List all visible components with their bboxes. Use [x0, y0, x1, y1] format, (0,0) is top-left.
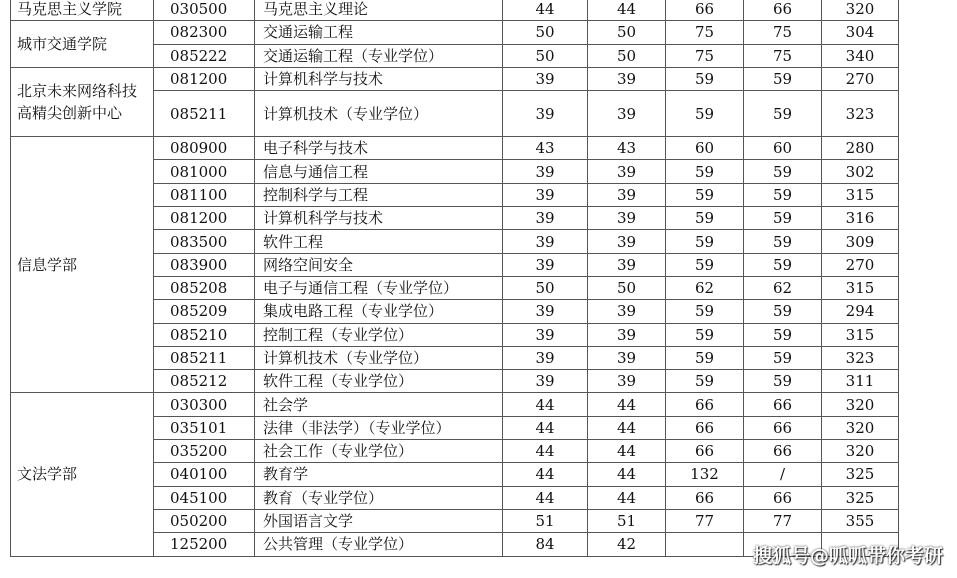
score-cell: 59	[666, 230, 744, 253]
total-score-cell: 270	[822, 67, 899, 90]
score-cell: 44	[588, 0, 666, 21]
score-cell: 39	[588, 207, 666, 230]
program-code-cell: 080900	[154, 137, 255, 160]
total-score-cell: 323	[822, 91, 899, 137]
total-score-cell: 280	[822, 137, 899, 160]
score-cell: 59	[744, 183, 822, 206]
score-cell: 44	[588, 440, 666, 463]
score-cell: 66	[744, 440, 822, 463]
score-cell: 39	[588, 230, 666, 253]
total-score-cell: 325	[822, 486, 899, 509]
total-score-cell: 325	[822, 463, 899, 486]
total-score-cell: 315	[822, 323, 899, 346]
score-cell: 59	[744, 253, 822, 276]
program-name-cell: 法律（非法学）（专业学位）	[255, 416, 503, 439]
watermark: 搜狐号@呱呱带你考研	[752, 545, 943, 567]
score-cell: 50	[588, 276, 666, 299]
college-cell: 城市交通学院	[11, 21, 154, 68]
program-name-cell: 外国语言文学	[255, 509, 503, 532]
college-cell: 文法学部	[11, 393, 154, 556]
score-cell: 39	[503, 323, 588, 346]
score-cell: 59	[744, 207, 822, 230]
program-name-cell: 交通运输工程	[255, 21, 503, 44]
score-cell: 50	[588, 44, 666, 67]
score-cell: 77	[744, 509, 822, 532]
program-code-cell: 045100	[154, 486, 255, 509]
score-cell: 59	[666, 207, 744, 230]
program-name-cell: 计算机科学与技术	[255, 207, 503, 230]
score-cell: 59	[666, 346, 744, 369]
program-code-cell: 030500	[154, 0, 255, 21]
program-name-cell: 计算机技术（专业学位）	[255, 346, 503, 369]
score-cell: 59	[744, 67, 822, 90]
program-code-cell: 081200	[154, 207, 255, 230]
score-cell: /	[744, 463, 822, 486]
college-cell: 马克思主义学院	[11, 0, 154, 21]
program-name-cell: 交通运输工程（专业学位）	[255, 44, 503, 67]
total-score-cell: 355	[822, 509, 899, 532]
program-name-cell: 网络空间安全	[255, 253, 503, 276]
score-cell: 66	[666, 486, 744, 509]
program-code-cell: 083900	[154, 253, 255, 276]
score-cell: 39	[503, 160, 588, 183]
total-score-cell: 316	[822, 207, 899, 230]
college-cell: 北京未来网络科技高精尖创新中心	[11, 67, 154, 136]
total-score-cell: 340	[822, 44, 899, 67]
total-score-cell: 315	[822, 276, 899, 299]
program-code-cell: 085209	[154, 300, 255, 323]
score-cell: 44	[503, 393, 588, 416]
score-cell: 59	[666, 67, 744, 90]
program-code-cell: 085211	[154, 91, 255, 137]
total-score-cell: 320	[822, 393, 899, 416]
program-name-cell: 控制科学与工程	[255, 183, 503, 206]
program-name-cell: 计算机科学与技术	[255, 67, 503, 90]
program-code-cell: 083500	[154, 230, 255, 253]
program-name-cell: 教育学	[255, 463, 503, 486]
score-cell: 50	[503, 276, 588, 299]
score-cell: 39	[503, 370, 588, 393]
program-code-cell: 082300	[154, 21, 255, 44]
score-cell: 62	[744, 276, 822, 299]
score-cell: 59	[744, 160, 822, 183]
score-cell: 66	[744, 393, 822, 416]
score-table-body	[11, 0, 899, 556]
score-cell: 75	[744, 21, 822, 44]
score-cell: 66	[744, 416, 822, 439]
table-row	[11, 21, 899, 44]
program-name-cell: 软件工程（专业学位）	[255, 370, 503, 393]
score-cell: 39	[588, 370, 666, 393]
program-name-cell: 控制工程（专业学位）	[255, 323, 503, 346]
score-cell: 62	[666, 276, 744, 299]
total-score-cell: 294	[822, 300, 899, 323]
score-cell: 50	[503, 21, 588, 44]
program-name-cell: 电子科学与技术	[255, 137, 503, 160]
score-cell: 59	[744, 91, 822, 137]
score-cell: 84	[503, 533, 588, 556]
program-code-cell: 085210	[154, 323, 255, 346]
score-cell: 39	[503, 67, 588, 90]
program-code-cell: 030300	[154, 393, 255, 416]
program-name-cell: 马克思主义理论	[255, 0, 503, 21]
total-score-cell: 309	[822, 230, 899, 253]
score-cell: 44	[503, 0, 588, 21]
score-cell: 44	[503, 463, 588, 486]
program-code-cell: 085212	[154, 370, 255, 393]
score-cell: 75	[666, 44, 744, 67]
score-cell: 75	[744, 44, 822, 67]
program-code-cell: 035101	[154, 416, 255, 439]
total-score-cell: 320	[822, 416, 899, 439]
program-name-cell: 社会工作（专业学位）	[255, 440, 503, 463]
score-cell: 39	[588, 253, 666, 276]
total-score-cell: 311	[822, 370, 899, 393]
score-cell: 39	[503, 91, 588, 137]
score-cell: 59	[744, 300, 822, 323]
score-cell: 77	[666, 509, 744, 532]
score-cell: 59	[744, 370, 822, 393]
score-cell: 59	[666, 183, 744, 206]
score-cell: 39	[503, 183, 588, 206]
program-code-cell: 035200	[154, 440, 255, 463]
total-score-cell: 320	[822, 0, 899, 21]
score-cell: 66	[666, 0, 744, 21]
score-cell: 60	[744, 137, 822, 160]
score-cell: 59	[666, 323, 744, 346]
score-cell: 43	[503, 137, 588, 160]
program-name-cell: 电子与通信工程（专业学位）	[255, 276, 503, 299]
total-score-cell: 270	[822, 253, 899, 276]
program-name-cell: 教育（专业学位）	[255, 486, 503, 509]
score-cell: 59	[666, 160, 744, 183]
score-cell: 39	[503, 346, 588, 369]
score-cell: 39	[503, 253, 588, 276]
score-cell: 59	[744, 230, 822, 253]
table-row	[11, 137, 899, 160]
score-cell: 44	[503, 416, 588, 439]
score-cell: 39	[588, 183, 666, 206]
score-cell: 39	[588, 160, 666, 183]
score-cell: 50	[503, 44, 588, 67]
table-row	[11, 0, 899, 21]
score-cell: 66	[666, 440, 744, 463]
table-row	[11, 393, 899, 416]
score-cell: 59	[666, 370, 744, 393]
score-cell: 44	[503, 486, 588, 509]
program-code-cell: 085222	[154, 44, 255, 67]
score-cell: 132	[666, 463, 744, 486]
program-code-cell: 085208	[154, 276, 255, 299]
table-row	[11, 67, 899, 90]
score-cell: 44	[503, 440, 588, 463]
total-score-cell: 323	[822, 346, 899, 369]
total-score-cell: 302	[822, 160, 899, 183]
score-cell: 59	[744, 323, 822, 346]
score-table	[10, 0, 899, 557]
score-cell: 44	[588, 393, 666, 416]
score-cell: 51	[588, 509, 666, 532]
program-name-cell: 公共管理（专业学位）	[255, 533, 503, 556]
program-name-cell: 计算机技术（专业学位）	[255, 91, 503, 137]
score-cell: 39	[588, 323, 666, 346]
score-cell: 59	[666, 91, 744, 137]
score-cell: 66	[744, 0, 822, 21]
score-cell: 60	[666, 137, 744, 160]
program-code-cell: 125200	[154, 533, 255, 556]
score-cell: 43	[588, 137, 666, 160]
score-cell: 59	[666, 300, 744, 323]
score-cell: 66	[744, 486, 822, 509]
score-cell: 66	[666, 393, 744, 416]
total-score-cell: 320	[822, 440, 899, 463]
score-cell: 42	[588, 533, 666, 556]
score-cell: 44	[588, 486, 666, 509]
score-cell: 39	[588, 346, 666, 369]
program-name-cell: 社会学	[255, 393, 503, 416]
program-code-cell: 081100	[154, 183, 255, 206]
score-cell	[666, 533, 744, 556]
program-code-cell: 085211	[154, 346, 255, 369]
score-cell: 39	[588, 300, 666, 323]
score-cell: 39	[503, 230, 588, 253]
total-score-cell: 315	[822, 183, 899, 206]
score-cell: 39	[503, 300, 588, 323]
program-code-cell: 081200	[154, 67, 255, 90]
score-cell: 39	[503, 207, 588, 230]
program-name-cell: 信息与通信工程	[255, 160, 503, 183]
program-name-cell: 软件工程	[255, 230, 503, 253]
score-cell: 59	[666, 253, 744, 276]
score-cell: 44	[588, 463, 666, 486]
total-score-cell: 304	[822, 21, 899, 44]
score-cell: 44	[588, 416, 666, 439]
score-cell: 75	[666, 21, 744, 44]
score-cell: 50	[588, 21, 666, 44]
college-cell: 信息学部	[11, 137, 154, 393]
score-cell: 39	[588, 91, 666, 137]
program-name-cell: 集成电路工程（专业学位）	[255, 300, 503, 323]
score-cell: 59	[744, 346, 822, 369]
score-cell: 66	[666, 416, 744, 439]
score-cell: 51	[503, 509, 588, 532]
program-code-cell: 050200	[154, 509, 255, 532]
program-code-cell: 081000	[154, 160, 255, 183]
program-code-cell: 040100	[154, 463, 255, 486]
score-cell: 39	[588, 67, 666, 90]
